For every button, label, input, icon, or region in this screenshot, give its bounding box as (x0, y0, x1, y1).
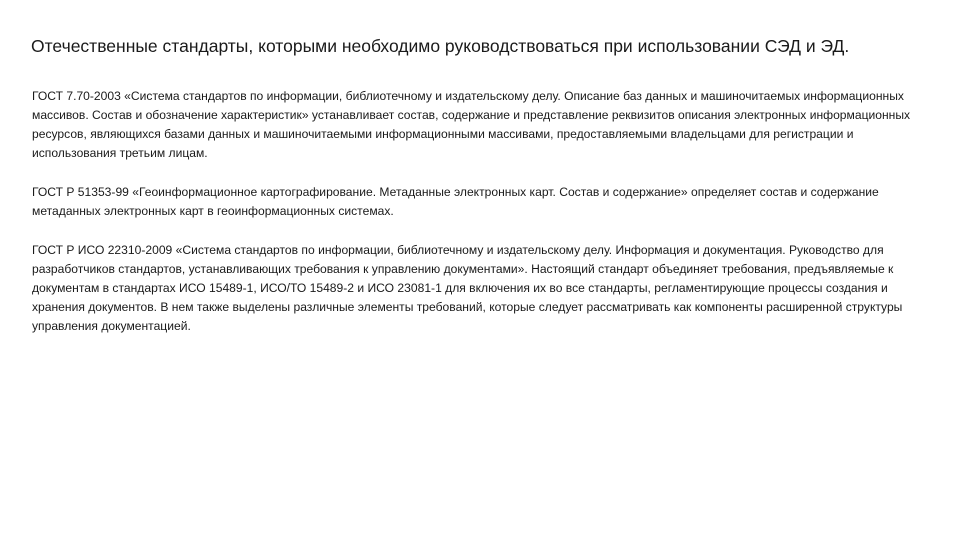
paragraph-gost-7-70-2003: ГОСТ 7.70-2003 «Система стандартов по информации, библиотечному и издательскому делу. Описание баз данных и машиночитаемых информационных массивов. Состав и обозначение характеристик» устанавливает состав, содержание и представление реквизитов описания электронных информационных ресурсов, являющихся базами данных и машиночитаемыми информационными массивами, предоставляемыми владельцами для регистрации и использования третьим лицам. (32, 89, 911, 160)
paragraph-gost-r-iso-22310-2009: ГОСТ Р ИСО 22310-2009 «Система стандартов по информации, библиотечному и издательскому делу. Информация и документация. Руководство для разработчиков стандартов, устанавливающих требования к управлению документами». Настоящий стандарт объединяет требования, предъявляемые к документам в стандартах ИСО 15489-1, ИСО/ТО 15489-2 и ИСО 23081-1 для включения их во все стандарты, регламентирующие процессы создания и хранения документов. В нем также выделены различные элементы требований, которые следует рассматривать как компоненты расширенной структуры управления документацией. (32, 243, 903, 333)
paragraph-gost-r-51353-99: ГОСТ Р 51353-99 «Геоинформационное картографирование. Метаданные электронных карт. Состав и содержание» определяет состав и содержание метаданных электронных карт в геоинформационных системах. (32, 185, 879, 218)
slide-title: Отечественные стандарты, которыми необходимо руководствоваться при использовании СЭД и ЭД. (31, 36, 850, 56)
slide-body (32, 87, 938, 356)
